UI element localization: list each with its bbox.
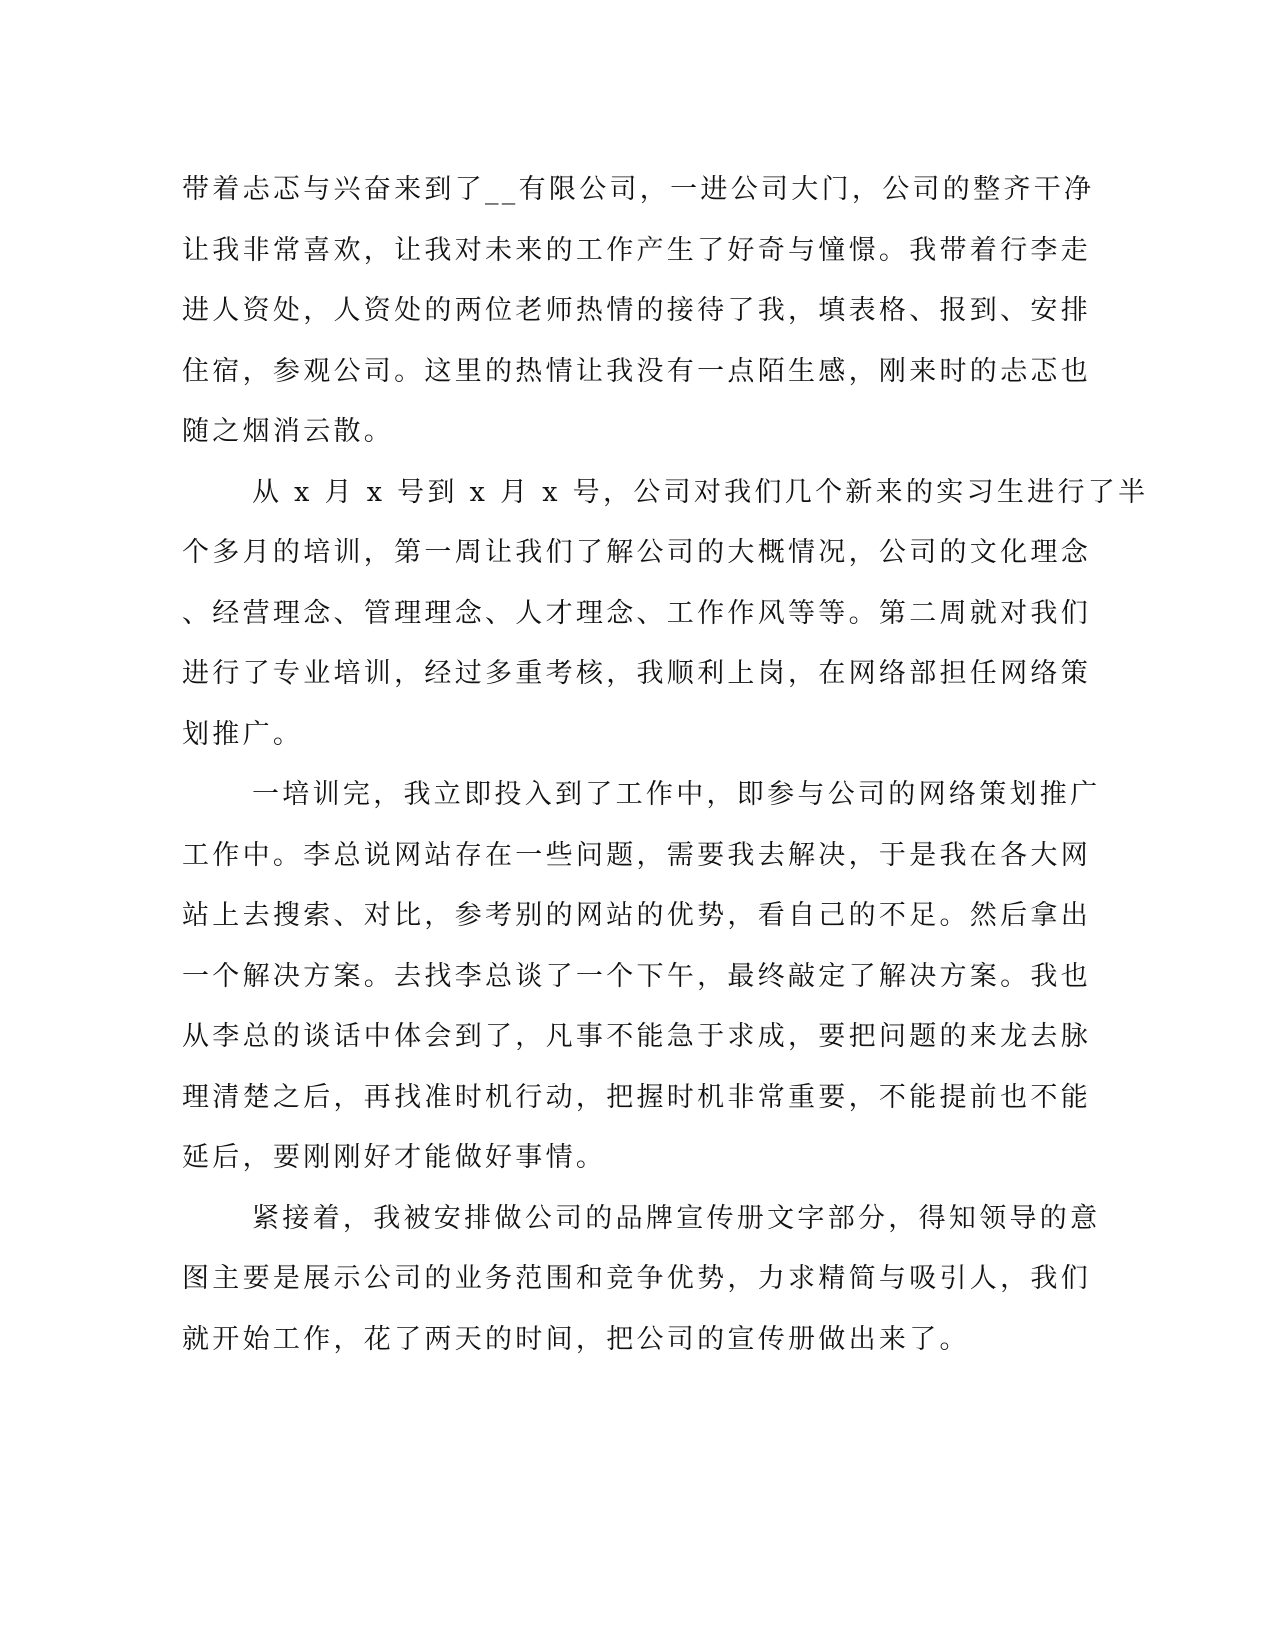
- paragraph-4: [182, 1189, 1101, 1371]
- text-line: 从 x 月 x 号到 x 月 x 号，公司对我们几个新来的实习生进行了半: [252, 476, 1149, 508]
- text-line: 站上去搜索、对比，参考别的网站的优势，看自己的不足。然后拿出: [182, 900, 1091, 931]
- text-line: 划推广。: [182, 718, 304, 750]
- text-line: 紧接着，我被安排做公司的品牌宣传册文字部分，得知领导的意: [252, 1202, 1101, 1234]
- text-line: 理清楚之后，再找准时机行动，把握时机非常重要，不能提前也不能: [182, 1081, 1091, 1113]
- text-line: 进行了专业培训，经过多重考核，我顺利上岗，在网络部担任网络策: [182, 658, 1091, 689]
- text-line: 就开始工作，花了两天的时间，把公司的宣传册做出来了。: [182, 1323, 970, 1355]
- text-line: 进人资处，人资处的两位老师热情的接待了我，填表格、报到、安排: [182, 295, 1091, 326]
- text-line: 让我非常喜欢，让我对未来的工作产生了好奇与憧憬。我带着行李走: [182, 234, 1091, 266]
- text-line: 工作中。李总说网站存在一些问题，需要我去解决，于是我在各大网: [182, 839, 1091, 871]
- text-line: 随之烟消云散。: [182, 416, 395, 447]
- document-body: [182, 160, 1149, 1370]
- text-line: 从李总的谈话中体会到了，凡事不能急于求成，要把问题的来龙去脉: [182, 1021, 1091, 1052]
- text-line: 、经营理念、管理理念、人才理念、工作作风等等。第二周就对我们: [182, 597, 1091, 629]
- text-line: 延后，要刚刚好才能做好事情。: [182, 1142, 607, 1173]
- paragraph-2: [182, 463, 1149, 766]
- paragraph-1: [182, 160, 1095, 463]
- text-line: 一培训完，我立即投入到了工作中，即参与公司的网络策划推广: [252, 779, 1101, 810]
- text-line: 住宿，参观公司。这里的热情让我没有一点陌生感，刚来时的忐忑也: [182, 355, 1091, 387]
- text-line: 一个解决方案。去找李总谈了一个下午，最终敲定了解决方案。我也: [182, 960, 1091, 992]
- text-line: 带着忐忑与兴奋来到了__有限公司，一进公司大门，公司的整齐干净: [182, 174, 1095, 205]
- text-line: 图主要是展示公司的业务范围和竞争优势，力求精简与吸引人，我们: [182, 1263, 1091, 1294]
- paragraph-3: [182, 765, 1101, 1189]
- text-line: 个多月的培训，第一周让我们了解公司的大概情况，公司的文化理念: [182, 537, 1091, 568]
